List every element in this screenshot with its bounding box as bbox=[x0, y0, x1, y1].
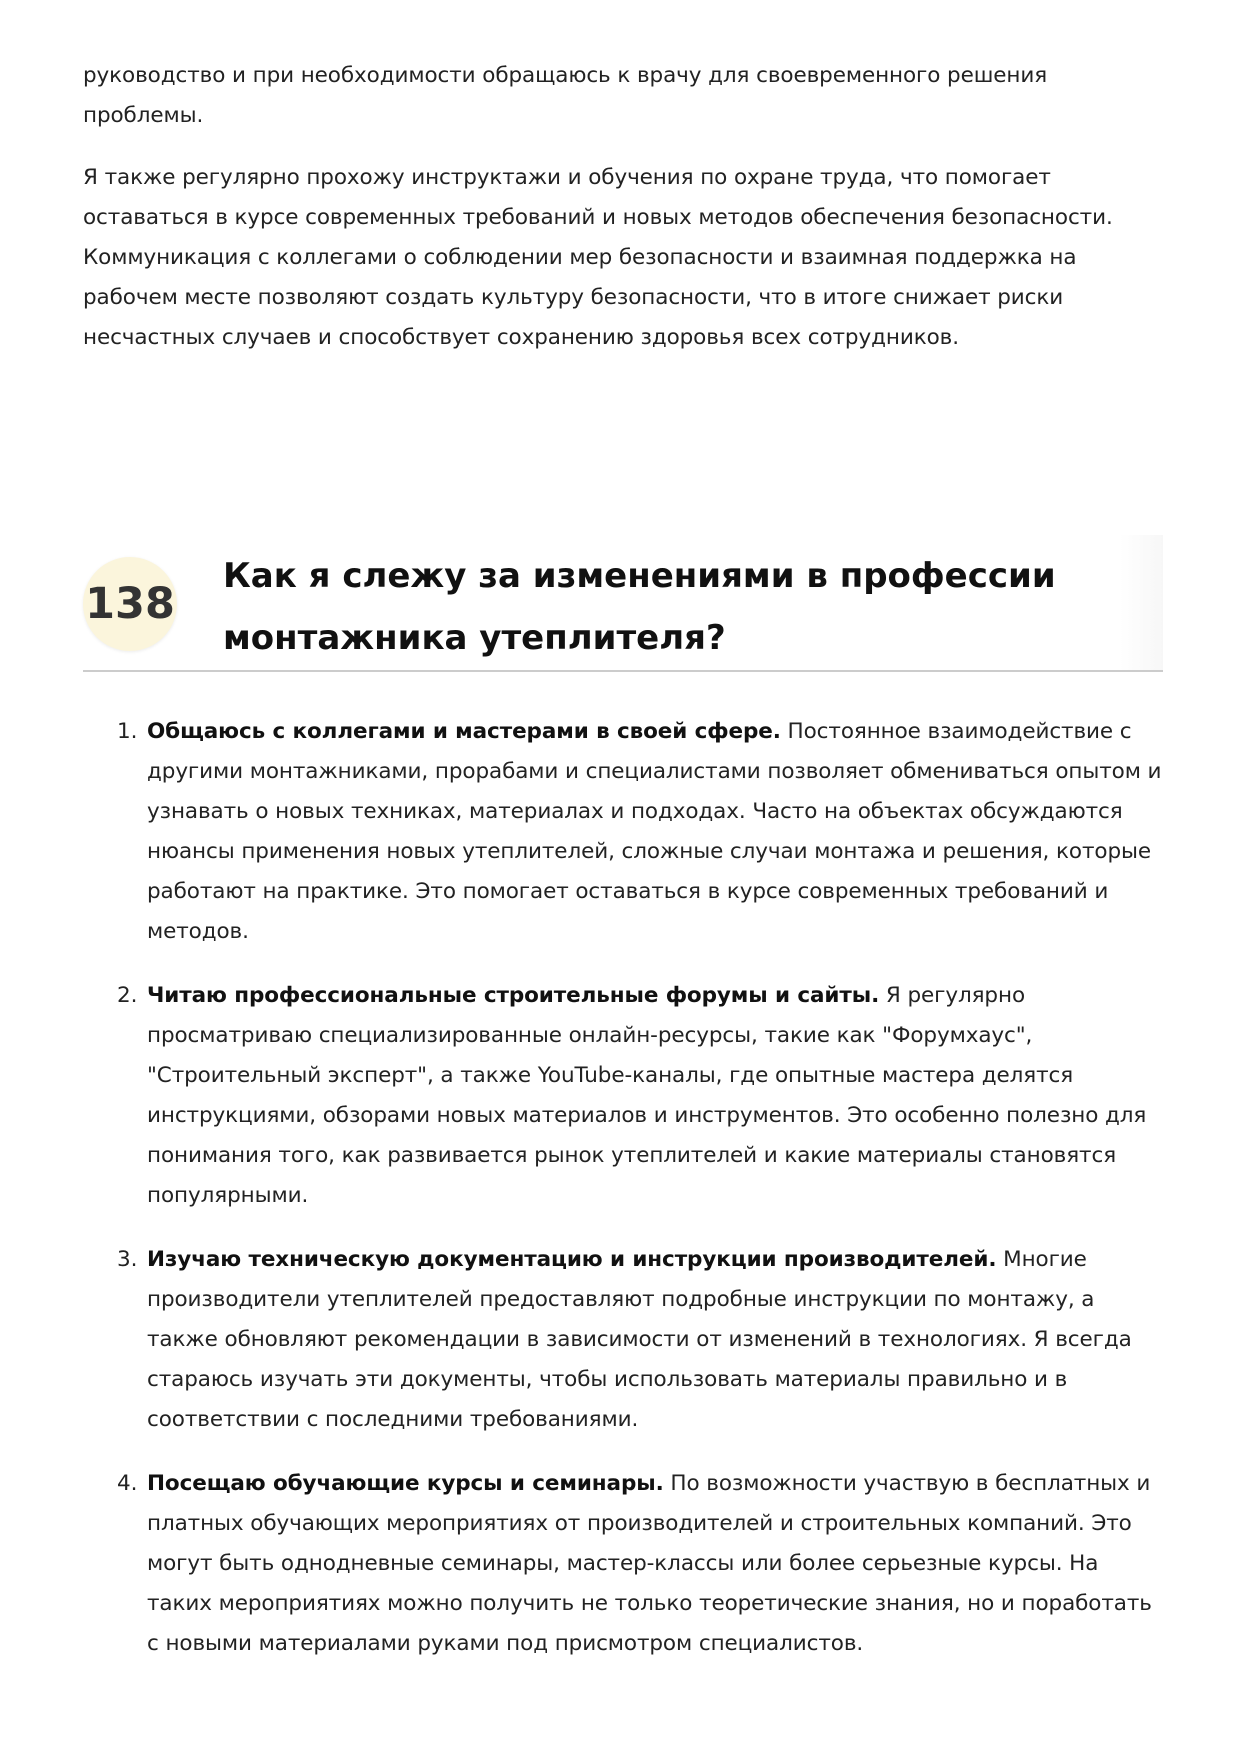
list-item-text: По возможности участвую в бесплатных и платных обучающих мероприятиях от производителей и строительных компаний. Это могут быть однодневные семинары, мастер-классы или более серьезные курсы. На таких мероприятиях можно получить не только теоретические знания, но и поработать с новыми материалами руками под присмотром специалистов. bbox=[147, 1471, 1152, 1656]
list-item-text: Многие производители утеплителей предоставляют подробные инструкции по монтажу, а также обновляют рекомендации в зависимости от изменений в технологиях. Я всегда стараюсь изучать эти документы, чтобы использовать материалы правильно и в соответствии с последними требованиями. bbox=[147, 1247, 1132, 1432]
list-item-text: Постоянное взаимодействие с другими монтажниками, прорабами и специалистами позволяет обмениваться опытом и узнавать о новых техниках, материалах и подходах. Часто на объектах обсуждаются нюансы применения новых утеплителей, сложные случаи монтажа и решения, которые работают на практике. Это помогает оставаться в курсе современных требований и методов. bbox=[147, 719, 1162, 944]
list-item bbox=[83, 1240, 1163, 1440]
list-item-heading: Читаю профессиональные строительные форумы и сайты. bbox=[147, 983, 880, 1008]
intro-paragraph-2: Я также регулярно прохожу инструктажи и обучения по охране труда, что помогает оставаться в курсе современных требований и новых методов обеспечения безопасности. Коммуникация с коллегами о соблюдении мер безопасности и взаимная поддержка на рабочем месте позволяют создать культуру безопасности, что в итоге снижает риски несчастных случаев и способствует сохранению здоровья всех сотрудников. bbox=[83, 165, 1113, 350]
list-item bbox=[83, 976, 1163, 1216]
list-item-heading: Изучаю техническую документацию и инструкции производителей. bbox=[147, 1247, 997, 1272]
section-number-badge: 138 bbox=[83, 557, 177, 651]
answer-list bbox=[83, 712, 1163, 1688]
list-item-number: 1. bbox=[117, 719, 138, 744]
intro-paragraph-1: руководство и при необходимости обращаюсь к врачу для своевременного решения проблемы. bbox=[83, 63, 1048, 128]
list-item-text: Я регулярно просматриваю специализированные онлайн-ресурсы, такие как "Форумхаус", "Строительный эксперт", а также YouTube-каналы, где опытные мастера делятся инструкциями, обзорами новых материалов и инструментов. Это особенно полезно для понимания того, как развивается рынок утеплителей и какие материалы становятся популярными. bbox=[147, 983, 1147, 1208]
list-item-heading: Общаюсь с коллегами и мастерами в своей сфере. bbox=[147, 719, 781, 744]
list-item-number: 2. bbox=[117, 983, 138, 1008]
list-item-number: 4. bbox=[117, 1471, 138, 1496]
list-item-heading: Посещаю обучающие курсы и семинары. bbox=[147, 1471, 664, 1496]
list-item-number: 3. bbox=[117, 1247, 138, 1272]
list-item bbox=[83, 712, 1163, 952]
intro-text-block bbox=[83, 56, 1163, 380]
list-item bbox=[83, 1464, 1163, 1664]
section-header bbox=[83, 535, 1163, 672]
section-title: Как я слежу за изменениями в профессии монтажника утеплителя? bbox=[223, 556, 1056, 658]
